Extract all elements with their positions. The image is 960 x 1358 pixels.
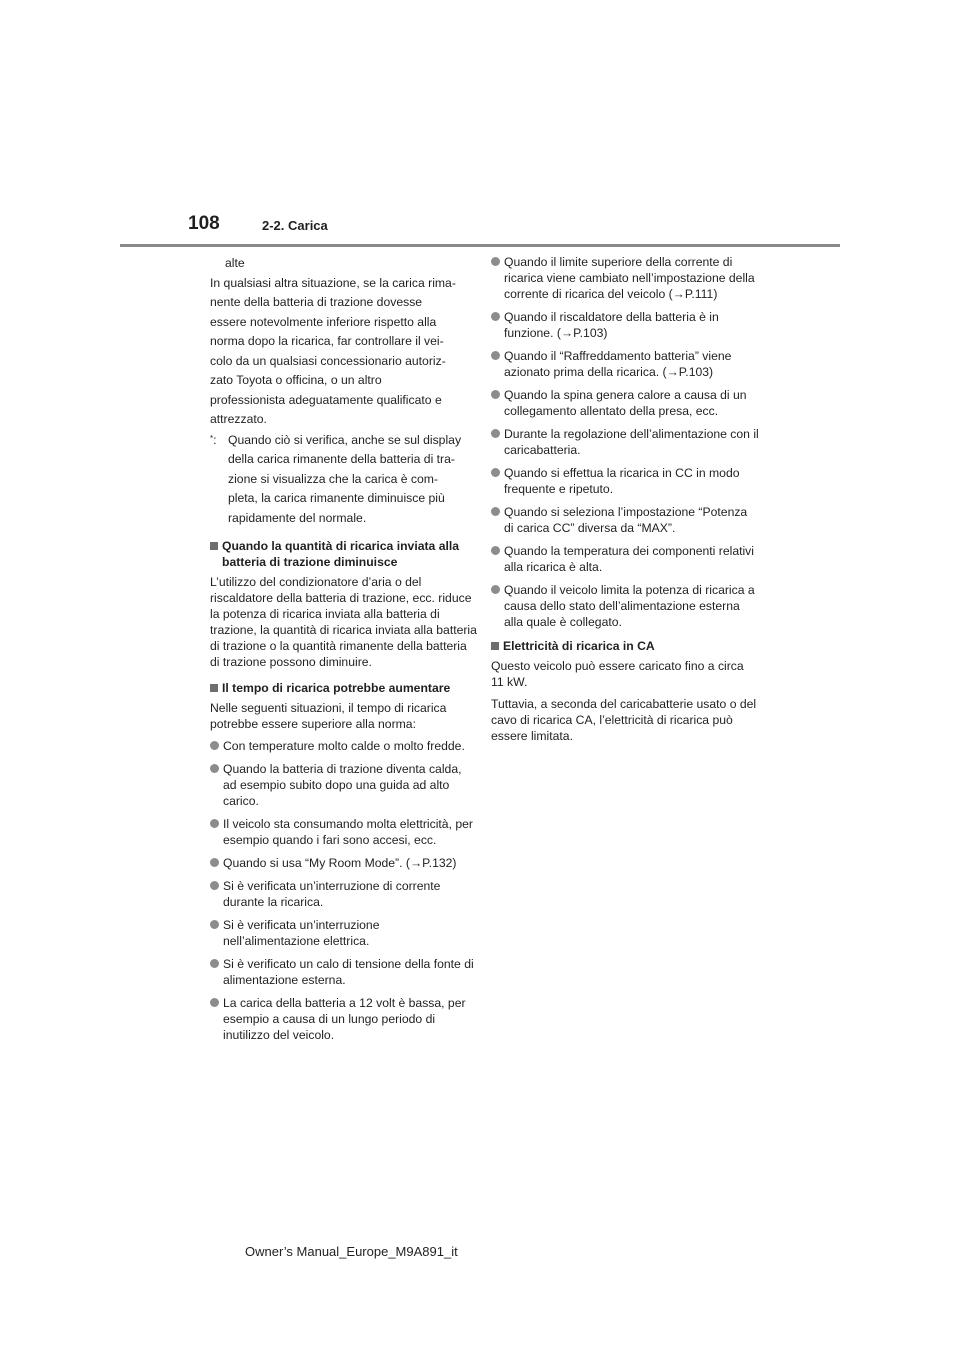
list-item: Quando si seleziona l’impostazione “Potenza di carica CC” diversa da “MAX”.: [491, 504, 759, 536]
list-item: Quando la spina genera calore a causa di un collegamento allentato della presa, ecc.: [491, 387, 759, 419]
circle-bullet-icon: [491, 257, 500, 266]
circle-bullet-icon: [491, 585, 500, 594]
footnote: [210, 431, 478, 529]
section-paragraph: Questo veicolo può essere caricato fino a circa 11 kW.: [491, 659, 744, 689]
section-paragraph: Nelle seguenti situazioni, il tempo di ricarica potrebbe essere superiore alla norma:: [210, 701, 447, 731]
circle-bullet-icon: [491, 390, 500, 399]
list-item: Durante la regolazione dell’alimentazione con il caricabatteria.: [491, 426, 759, 458]
intro-line: In qualsiasi altra situazione, se la carica rima-: [210, 275, 456, 290]
section-heading: Quando la quantità di ricarica inviata alla batteria di trazione diminuisce: [210, 538, 478, 570]
section-heading: Elettricità di ricarica in CA: [491, 638, 759, 654]
circle-bullet-icon: [210, 959, 219, 968]
circle-bullet-icon: [491, 429, 500, 438]
intro-line: alte: [225, 256, 245, 270]
list-item: Quando si usa “My Room Mode”. (→P.132): [210, 855, 478, 871]
intro-line: professionista adeguatamente qualificato e: [210, 392, 442, 407]
right-column: [491, 254, 759, 750]
list-item: Con temperature molto calde o molto fredde.: [210, 738, 478, 754]
square-bullet-icon: [210, 684, 218, 692]
circle-bullet-icon: [210, 819, 219, 828]
intro-line: zato Toyota o officina, o un altro: [210, 373, 382, 387]
intro-line: attrezzato.: [210, 412, 267, 426]
list-item: Si è verificato un calo di tensione della fonte di alimentazione esterna.: [210, 956, 478, 988]
list-item: Quando si effettua la ricarica in CC in modo frequente e ripetuto.: [491, 465, 759, 497]
circle-bullet-icon: [491, 507, 500, 516]
list-item: Quando la temperatura dei componenti relativi alla ricarica è alta.: [491, 543, 759, 575]
footnote-line: pleta, la carica rimanente diminuisce più: [228, 491, 445, 505]
square-bullet-icon: [491, 642, 499, 650]
intro-line: norma dopo la ricarica, far controllare il vei-: [210, 334, 444, 348]
footnote-marker: *:: [210, 432, 217, 447]
circle-bullet-icon: [210, 998, 219, 1007]
section-heading: Il tempo di ricarica potrebbe aumentare: [210, 680, 478, 696]
page-number: 108: [188, 213, 220, 234]
square-bullet-icon: [210, 542, 218, 550]
circle-bullet-icon: [491, 351, 500, 360]
footnote-line: della carica rimanente della batteria di tra-: [228, 452, 455, 466]
circle-bullet-icon: [491, 546, 500, 555]
section-title: 2-2. Carica: [262, 218, 328, 233]
circle-bullet-icon: [210, 858, 219, 867]
list-item: Si è verificata un’interruzione nell’alimentazione elettrica.: [210, 917, 478, 949]
intro-line: essere notevolmente inferiore rispetto alla: [210, 314, 437, 329]
footnote-line: zione si visualizza che la carica è com-: [228, 471, 438, 486]
footnote-line: Quando ciò si verifica, anche se sul display: [228, 432, 462, 447]
circle-bullet-icon: [210, 920, 219, 929]
list-item: Quando il limite superiore della corrente di ricarica viene cambiato nell’impostazione della corrente di ricarica del veicolo (→P.111): [491, 254, 759, 302]
list-item: Si è verificata un’interruzione di corrente durante la ricarica.: [210, 878, 478, 910]
circle-bullet-icon: [210, 764, 219, 773]
list-item: Quando il riscaldatore della batteria è in funzione. (→P.103): [491, 309, 759, 341]
section-paragraph: Tuttavia, a seconda del caricabatterie usato o del cavo di ricarica CA, l’elettricità di ricarica può essere limitata.: [491, 697, 757, 743]
left-column: [210, 254, 478, 1050]
circle-bullet-icon: [210, 881, 219, 890]
intro-line: colo da un qualsiasi concessionario autoriz-: [210, 353, 446, 368]
section-paragraph: L’utilizzo del condizionatore d’aria o del riscaldatore della batteria di trazione, ecc. riduce la potenza di ricarica inviata alla batteria di trazione, la quantità di ricarica inviata alla batteria di trazione o la quantità rimanente della batteria di trazione possono diminuire.: [210, 575, 477, 669]
circle-bullet-icon: [491, 468, 500, 477]
header-divider: [120, 244, 840, 247]
list-item: La carica della batteria a 12 volt è bassa, per esempio a causa di un lungo periodo di inutilizzo del veicolo.: [210, 995, 478, 1043]
circle-bullet-icon: [491, 312, 500, 321]
footnote-line: rapidamente del normale.: [228, 510, 367, 525]
intro-line: nente della batteria di trazione dovesse: [210, 295, 423, 309]
list-item: Quando il veicolo limita la potenza di ricarica a causa dello stato dell’alimentazione esterna alla quale è collegato.: [491, 582, 759, 630]
list-item: Quando la batteria di trazione diventa calda, ad esempio subito dopo una guida ad alto carico.: [210, 761, 478, 809]
footer-text: Owner’s Manual_Europe_M9A891_it: [245, 1244, 458, 1259]
list-item: Quando il “Raffreddamento batteria” viene azionato prima della ricarica. (→P.103): [491, 348, 759, 380]
circle-bullet-icon: [210, 741, 219, 750]
list-item: Il veicolo sta consumando molta elettricità, per esempio quando i fari sono accesi, ecc.: [210, 816, 478, 848]
